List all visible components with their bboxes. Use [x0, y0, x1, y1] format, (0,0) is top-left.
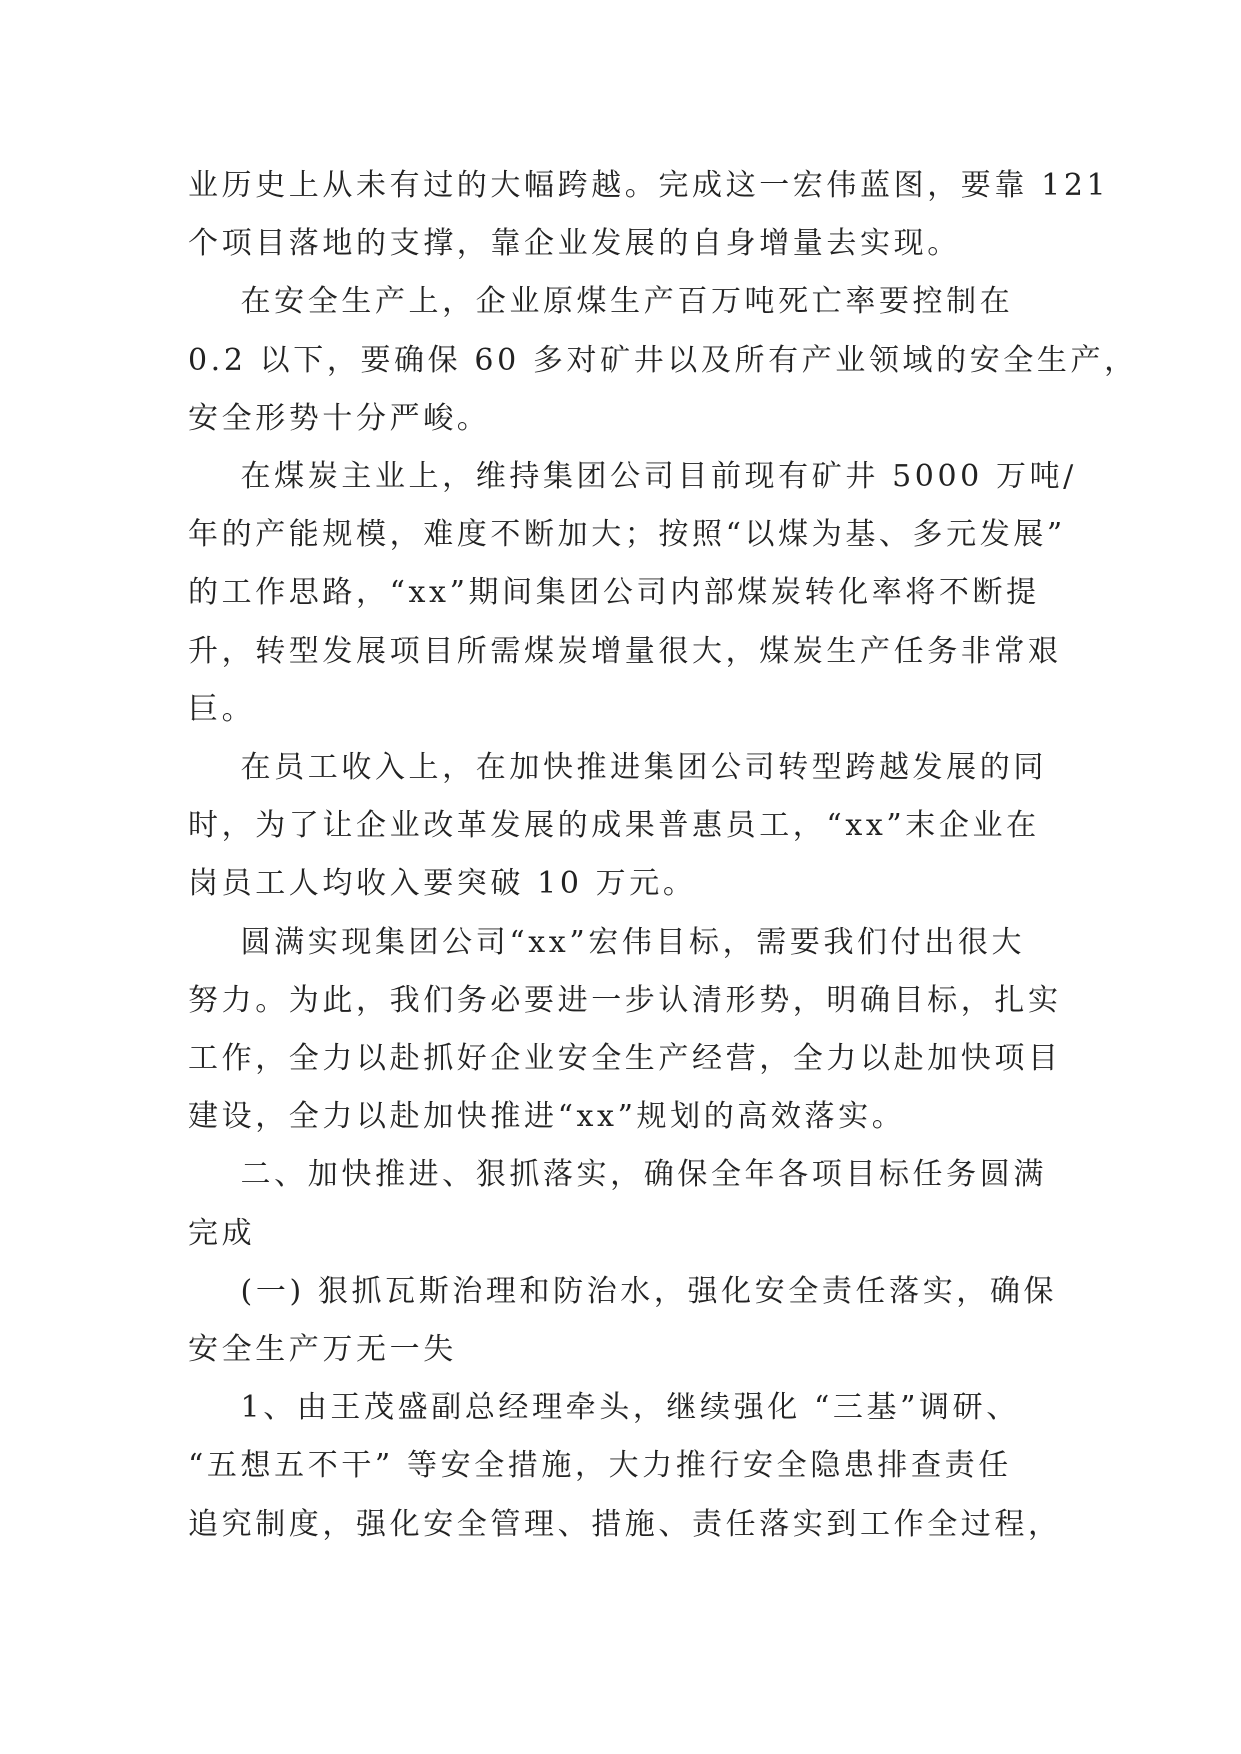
- section-heading: [188, 1146, 1054, 1262]
- text-line: 追究制度，强化安全管理、措施、责任落实到工作全过程，: [188, 1506, 1062, 1542]
- text-line: 安全生产万无一失: [188, 1332, 457, 1368]
- paragraph: [188, 914, 1062, 1147]
- text-line: 在员工收入上，在加快推进集团公司转型跨越发展的同: [188, 750, 1047, 786]
- text-line: 0.2 以下，要确保 60 多对矿井以及所有产业领域的安全生产，: [188, 342, 1138, 378]
- text-line: 努力。为此，我们务必要进一步认清形势，明确目标，扎实: [188, 982, 1062, 1018]
- paragraph: [188, 739, 1054, 914]
- text-line: 1、由王茂盛副总经理牵头，继续强化 “三基”调研、: [188, 1390, 1020, 1426]
- text-line: 在煤炭主业上，维持集团公司目前现有矿井 5000 万吨/: [188, 459, 1077, 495]
- text-line: 业历史上从未有过的大幅跨越。完成这一宏伟蓝图，要靠 121: [188, 168, 1110, 203]
- paragraph: [188, 273, 1138, 448]
- paragraph: [188, 448, 1077, 739]
- paragraph: [188, 1379, 1062, 1554]
- subsection-heading: [188, 1263, 1058, 1379]
- text-line: 安全形势十分严峻。: [188, 400, 491, 436]
- text-line: 的工作思路，“xx”期间集团公司内部煤炭转化率将不断提: [188, 575, 1040, 611]
- document-body: [188, 157, 1138, 1554]
- text-line: 建设，全力以赴加快推进“xx”规划的高效落实。: [188, 1099, 906, 1135]
- text-line: 巨。: [188, 691, 256, 727]
- text-line: 升，转型发展项目所需煤炭增量很大，煤炭生产任务非常艰: [188, 633, 1062, 669]
- text-line: 时，为了让企业改革发展的成果普惠员工，“xx”末企业在: [188, 808, 1040, 844]
- text-line: (一) 狠抓瓦斯治理和防治水，强化安全责任落实，确保: [188, 1273, 1058, 1309]
- text-line: 工作，全力以赴抓好企业安全生产经营，全力以赴加快项目: [188, 1041, 1062, 1077]
- text-line: 完成: [188, 1215, 256, 1251]
- text-line: 圆满实现集团公司“xx”宏伟目标，需要我们付出很大: [188, 924, 1026, 960]
- text-line: “五想五不干” 等安全措施，大力推行安全隐患排查责任: [188, 1448, 1012, 1484]
- text-line: 二、加快推进、狠抓落实，确保全年各项目标任务圆满: [188, 1157, 1047, 1193]
- text-line: 年的产能规模，难度不断加大；按照“以煤为基、多元发展”: [188, 517, 1066, 553]
- text-line: 在安全生产上，企业原煤生产百万吨死亡率要控制在: [188, 284, 1014, 320]
- text-line: 个项目落地的支撑，靠企业发展的自身增量去实现。: [188, 226, 961, 262]
- text-line: 岗员工人均收入要突破 10 万元。: [188, 866, 697, 902]
- paragraph: [188, 157, 1110, 273]
